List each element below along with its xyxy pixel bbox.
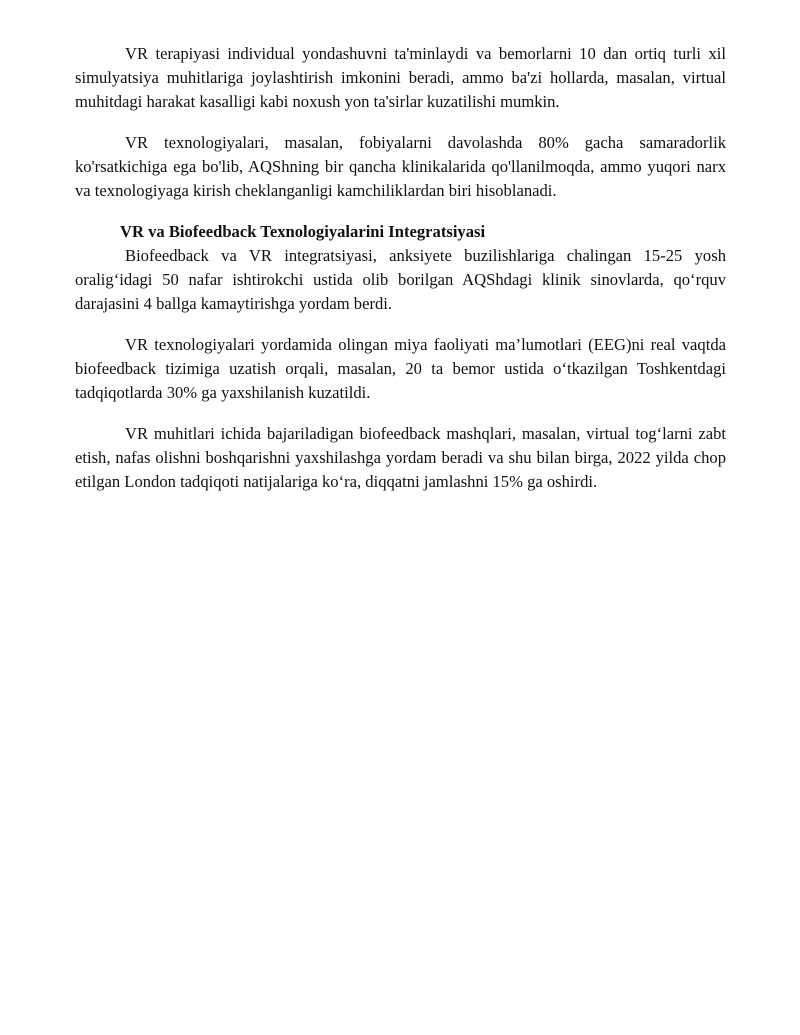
- paragraph-vr-exercises: VR muhitlari ichida bajariladigan biofeedback mashqlari, masalan, virtual tog‘larni zabt etish, nafas olishni boshqarishni yaxshilashga yordam beradi va shu bilan birga, 2022 yilda chop etilgan London tadqiqoti natijalariga ko‘ra, diqqatni jamlashni 15% ga oshirdi.: [75, 424, 726, 491]
- paragraph-vr-therapy: VR terapiyasi individual yondashuvni ta'minlaydi va bemorlarni 10 dan ortiq turli xil simulyatsiya muhitlariga joylashtirish imkonini beradi, ammo ba'zi hollarda, masalan, virtual muhitdagi harakat kasalligi kabi noxush yon ta'sirlar kuzatilishi mumkin.: [75, 44, 726, 111]
- document-page: [75, 42, 726, 511]
- paragraph-vr-phobia: VR texnologiyalari, masalan, fobiyalarni davolashda 80% gacha samaradorlik ko'rsatkichiga ega bo'lib, AQShning bir qancha klinikalarida qo'llanilmoqda, ammo yuqori narx va texnologiyaga kirish cheklanganligi kamchiliklardan biri hisoblanadi.: [75, 133, 726, 200]
- paragraph-eeg-realtime: VR texnologiyalari yordamida olingan miya faoliyati ma’lumotlari (EEG)ni real vaqtda biofeedback tizimiga uzatish orqali, masalan, 20 ta bemor ustida o‘tkazilgan Toshkentdagi tadqiqotlarda 30% ga yaxshilanish kuzatildi.: [75, 335, 726, 402]
- paragraph-biofeedback-integration: Biofeedback va VR integratsiyasi, anksiyete buzilishlariga chalingan 15-25 yosh oralig‘idagi 50 nafar ishtirokchi ustida olib borilgan AQShdagi klinik sinovlarda, qo‘rquv darajasini 4 ballga kamaytirishga yordam berdi.: [75, 246, 726, 313]
- section-heading: VR va Biofeedback Texnologiyalarini Integratsiyasi: [120, 222, 486, 241]
